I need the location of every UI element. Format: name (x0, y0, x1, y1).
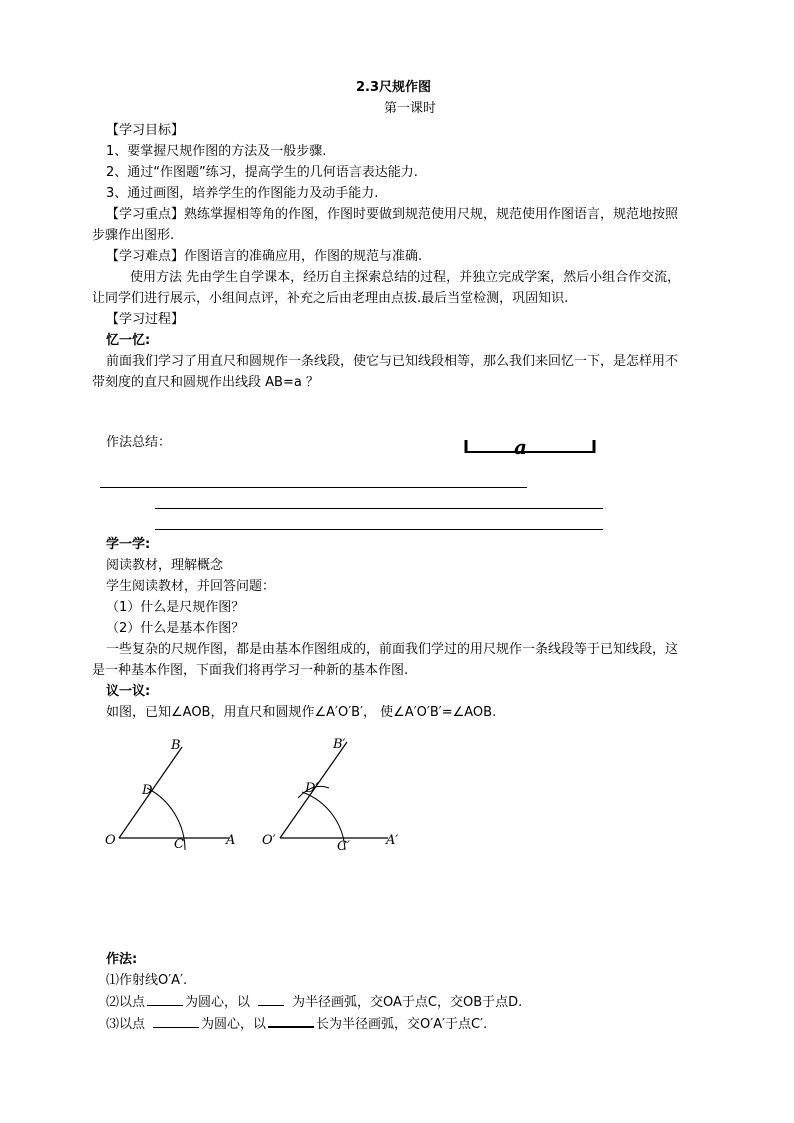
point-label-c-prime: C′ (337, 839, 350, 854)
objectives-heading: 【学习目标】 (106, 123, 185, 138)
discuss-text: 如图，已知∠AOB，用直尺和圆规作∠A′O′B′， 使∠A′O′B′=∠AOB. (106, 705, 497, 720)
fill-blank[interactable] (268, 1013, 314, 1028)
question-2: （2）什么是基本作图？ (106, 621, 245, 636)
learn-heading: 学一学: (106, 537, 151, 552)
answer-line (100, 487, 527, 488)
question-1: （1）什么是尺规作图？ (106, 600, 245, 615)
learn-line-2: 学生阅读教材，并回答问题： (106, 579, 276, 594)
point-label-d: D (142, 783, 153, 798)
angle-figures (95, 732, 425, 857)
point-label-d-prime: D′ (305, 781, 319, 796)
objective-item: 3、通过画图，培养学生的作图能力及动手能力. (106, 186, 379, 201)
basic-line-1: 一些复杂的尺规作图，都是由基本作图组成的，前面我们学过的用尺规作一条线段等于已知线段，这 (106, 642, 679, 657)
key-point-label: 【学习重点】 (106, 207, 185, 222)
figure-angle-a-prime-o-prime-b-prime (262, 737, 398, 854)
page-title: 2.3尺规作图 (356, 80, 432, 95)
point-label-b-prime: B′ (333, 737, 346, 752)
key-point-line-1 (106, 205, 678, 224)
point-label-c: C (174, 837, 184, 852)
point-label-a-prime: A′ (386, 833, 399, 848)
step-3: ⑶以点 为圆心，以 长为半径画弧，交O′A′于点C′. (106, 1013, 487, 1034)
steps-heading: 作法: (106, 952, 138, 967)
discuss-heading: 议一议: (106, 684, 151, 699)
process-heading: 【学习过程】 (106, 312, 185, 327)
figure-angle-aob (105, 738, 235, 852)
key-point-line-2: 步骤作出图形. (92, 228, 175, 243)
recall-line-1: 前面我们学习了用直尺和圆规作一条线段，使它与已知线段相等，那么我们来回忆一下，是怎样用不 (106, 354, 679, 369)
objective-item: 2、通过“作图题”练习，提高学生的几何语言表达能力. (106, 165, 418, 180)
recall-line-2: 带刻度的直尺和圆规作出线段 AB=a ？ (92, 375, 319, 390)
summary-label: 作法总结： (106, 435, 172, 450)
point-label-b: B (171, 738, 181, 753)
difficulty-text: 作图语言的准确应用，作图的规范与准确. (184, 249, 423, 264)
key-point-text: 熟练掌握相等角的作图，作图时要做到规范使用尺规，规范使用作图语言，规范地按照 (184, 207, 679, 222)
basic-line-2: 是一种基本作图，下面我们将再学习一种新的基本作图. (92, 663, 409, 678)
fill-blank[interactable] (258, 992, 284, 1006)
point-label-o: O (105, 833, 116, 848)
fill-blank[interactable] (153, 1014, 199, 1028)
difficulty-label: 【学习难点】 (106, 249, 185, 264)
objective-item: 1、要掌握尺规作图的方法及一般步骤. (106, 144, 327, 159)
answer-line (155, 508, 603, 509)
step-1: ⑴作射线O′A′. (106, 973, 188, 988)
page-subtitle: 第一课时 (384, 101, 437, 116)
point-label-o-prime: O′ (262, 833, 276, 848)
recall-heading: 忆一忆: (106, 333, 151, 348)
segment-a-figure (462, 430, 602, 458)
step-2: ⑵以点 为圆心，以 为半径画弧，交OA于点C，交OB于点D. (106, 992, 522, 1012)
point-label-a: A (226, 833, 236, 848)
learn-line-1: 阅读教材，理解概念 (106, 558, 224, 573)
answer-line (155, 529, 603, 530)
method-line-2: 让同学们进行展示，小组间点评，补充之后由老理由点拔.最后当堂检测，巩固知识. (92, 291, 569, 306)
fill-blank[interactable] (147, 992, 183, 1006)
difficulty-line (106, 247, 422, 266)
method-line-1: 使用方法 先由学生自学课本，经历自主探索总结的过程，并独立完成学案，然后小组合作交流， (130, 270, 681, 285)
segment-label: a (514, 435, 527, 458)
